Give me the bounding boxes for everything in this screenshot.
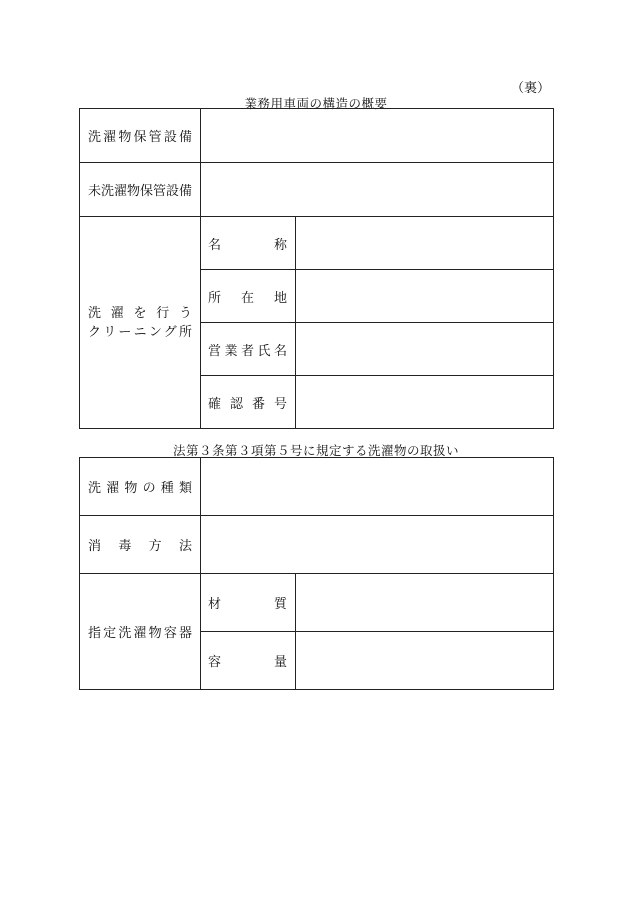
label-storage-unwashed: 未洗濯物保管設備: [80, 163, 201, 217]
laundry-handling-table: [79, 457, 554, 690]
field-storage-washed[interactable]: [201, 109, 554, 163]
label-cleaning-shop-line1: 洗濯を行う: [88, 305, 192, 321]
label-name: 名 称: [201, 217, 296, 270]
label-cleaning-shop: [80, 217, 201, 429]
page-side-label: （裏）: [510, 81, 550, 96]
field-name[interactable]: [296, 217, 554, 270]
field-confirm-number[interactable]: [296, 376, 554, 429]
label-operator-name: 営業者氏名: [201, 323, 296, 376]
field-material[interactable]: [296, 574, 554, 632]
label-confirm-number: 確認番号: [201, 376, 296, 429]
label-capacity: 容 量: [201, 632, 296, 690]
label-laundry-type: 洗濯物の種類: [80, 458, 201, 516]
label-designated-container: 指定洗濯物容器: [80, 574, 201, 690]
section2-title: 法第３条第３項第５号に規定する洗濯物の取扱い: [172, 443, 459, 458]
vehicle-structure-table: [79, 108, 554, 429]
field-laundry-type[interactable]: [201, 458, 554, 516]
label-storage-washed: 洗濯物保管設備: [80, 109, 201, 163]
label-disinfection-method: 消毒方法: [80, 516, 201, 574]
label-location: 所 在 地: [201, 270, 296, 323]
section1-title: 業務用車両の構造の概要: [244, 96, 388, 111]
field-storage-unwashed[interactable]: [201, 163, 554, 217]
field-location[interactable]: [296, 270, 554, 323]
field-disinfection-method[interactable]: [201, 516, 554, 574]
label-material: 材 質: [201, 574, 296, 632]
field-capacity[interactable]: [296, 632, 554, 690]
field-operator-name[interactable]: [296, 323, 554, 376]
label-cleaning-shop-line2: クリーニング所: [88, 324, 192, 340]
